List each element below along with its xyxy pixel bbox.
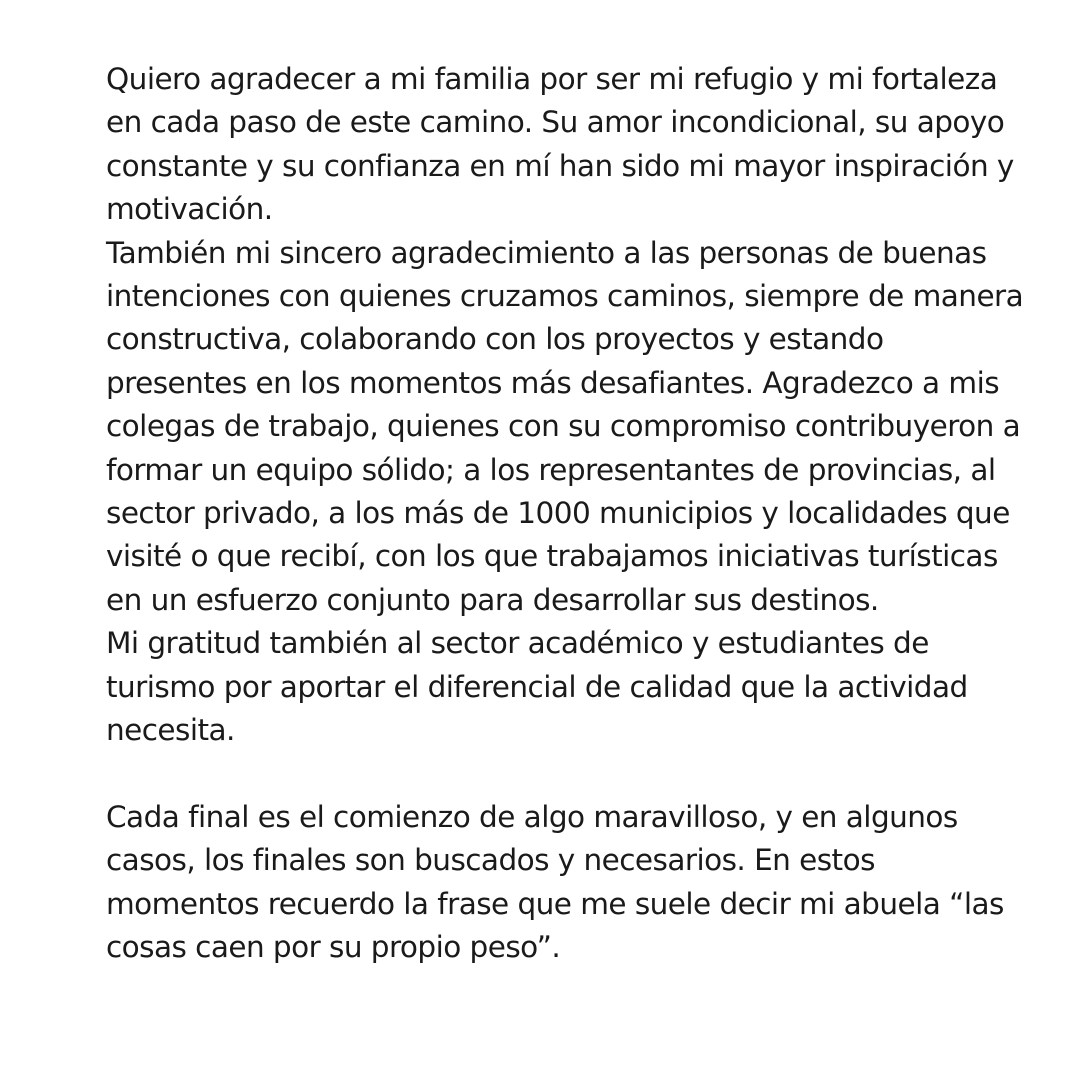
paragraph-academic: Mi gratitud también al sector académico y estudiantes de turismo por aportar el diferencial de calidad que la actividad necesita. <box>106 626 968 748</box>
paragraph-closing: Cada final es el comienzo de algo maravilloso, y en algunos casos, los finales son buscados y necesarios. En estos momentos recuerdo la frase que me suele decir mi abuela “las cosas caen por su propio peso”. <box>106 799 1004 965</box>
paragraph-spacer <box>106 753 1026 796</box>
text-body <box>106 58 1026 970</box>
paragraph-family: Quiero agradecer a mi familia por ser mi refugio y mi fortaleza en cada paso de este camino. Su amor incondicional, su apoyo constante y su confianza en mí han sido mi mayor inspiración y motivación. <box>106 62 1014 227</box>
paragraph-thanks: También mi sincero agradecimiento a las personas de buenas intenciones con quienes cruzamos caminos, siempre de manera constructiva, colaborando con los proyectos y estando presentes en los momentos más desafiantes. Agradezco a mis colegas de trabajo, quienes con su compromiso contribuyeron a formar un equipo sólido; a los representantes de provincias, al sector privado, a los más de 1000 municipios y localidades que visité o que recibí, con los que trabajamos iniciativas turísticas en un esfuerzo conjunto para desarrollar sus destinos. <box>106 235 1024 617</box>
